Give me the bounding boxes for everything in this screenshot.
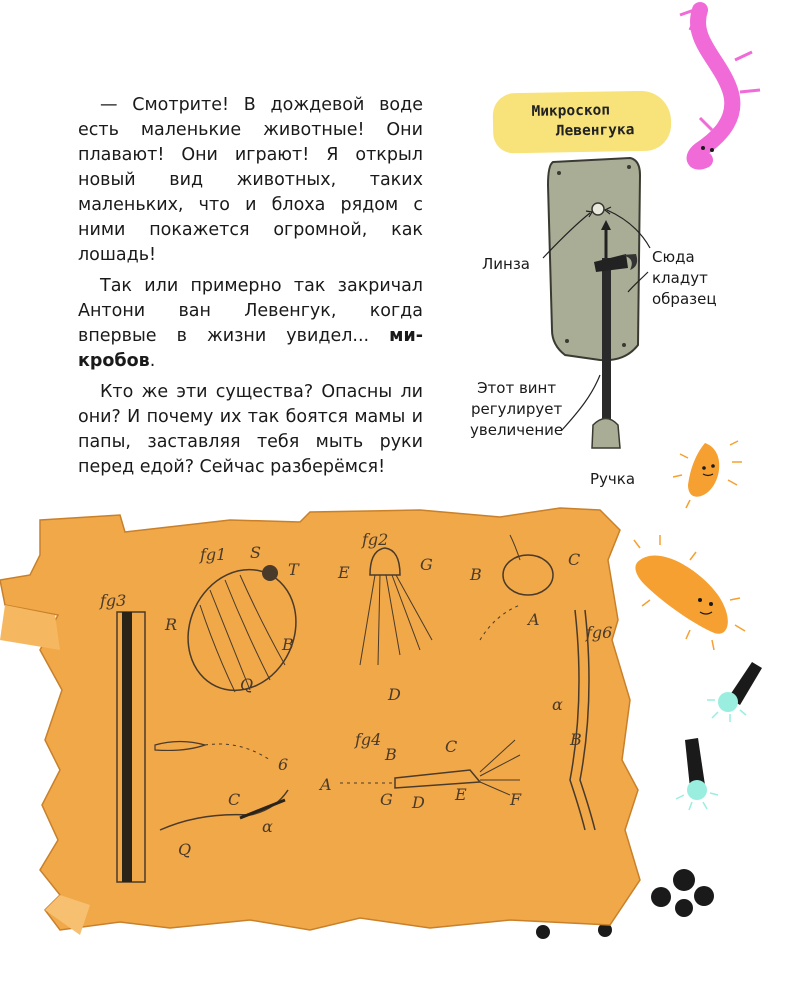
label-screw-line-1: Этот винт: [477, 379, 557, 397]
letter-c-3: C: [445, 737, 458, 756]
story-paragraph-2-text: Так или примерно так закричал Антони ван Левенгук, когда впервые в жизни увидел...: [78, 276, 423, 346]
letter-alpha: α: [262, 817, 273, 836]
letter-s: S: [250, 543, 261, 562]
label-sample: [652, 247, 717, 310]
microbes-bold-word: микробов: [78, 326, 423, 371]
label-sample-line-3: образец: [652, 290, 717, 308]
letter-d-1: D: [388, 685, 401, 704]
fig-6-label: fg6: [586, 623, 613, 642]
fig-1-label: fg1: [200, 545, 227, 564]
story-paragraph-1: — Смотрите! В дождевой воде есть маленькие животные! Они плавают! Они играют! Я открыл новый вид животных, таких маленьких, что и блоха рядом с ними покажется огромной, как лошадь!: [78, 95, 423, 265]
label-screw-line-3: увеличение: [470, 421, 564, 439]
letter-f: F: [510, 790, 522, 809]
letter-e-2: E: [455, 785, 467, 804]
letter-a-1: A: [528, 610, 540, 629]
label-sample-line-1: Сюда: [652, 248, 695, 266]
microscope-title-line-2: Левенгука: [555, 122, 635, 140]
story-paragraph-3: Кто же эти существа? Опасны ли они? И почему их так боятся мамы и папы, заставляя тебя мыть руки перед едой? Сейчас разберёмся!: [78, 382, 423, 477]
black-cyan-germ-1-icon: [707, 662, 762, 722]
letter-q-2: Q: [178, 840, 192, 859]
letter-t: T: [288, 560, 299, 579]
label-lens: Линза: [482, 255, 531, 273]
letter-alpha-2: α: [552, 695, 563, 714]
number-six: 6: [278, 755, 289, 774]
letter-b-1: B: [282, 635, 294, 654]
letter-b-3: B: [385, 745, 397, 764]
letter-g-2: G: [380, 790, 393, 809]
lens-icon: [592, 203, 604, 215]
label-handle: Ручка: [590, 470, 636, 488]
parchment-icon: [0, 508, 640, 935]
letter-c-2: C: [228, 790, 241, 809]
letter-r: R: [165, 615, 178, 634]
label-screw-line-2: регулирует: [470, 400, 563, 418]
label-sample-line-2: кладут: [652, 269, 708, 287]
black-cyan-germ-2-icon: [676, 738, 718, 810]
screw-icon: [602, 258, 611, 423]
fig-2-label: fg2: [362, 530, 389, 549]
letter-g-1: G: [420, 555, 433, 574]
story-paragraph-2-end: .: [149, 351, 156, 371]
letter-q-1: Q: [240, 675, 254, 694]
orange-bacterium-large-icon: [634, 535, 745, 650]
letter-b-2: B: [470, 565, 482, 584]
pink-worm-icon: [680, 8, 760, 162]
letter-d-2: D: [412, 793, 425, 812]
letter-b-4: B: [570, 730, 582, 749]
letter-a-2: A: [320, 775, 332, 794]
microscope-title-line-1: Микроскоп: [531, 102, 611, 120]
label-screw: [470, 378, 563, 441]
handle-icon: [592, 419, 620, 449]
letter-e-1: E: [338, 563, 350, 582]
fig-3-label: fg3: [100, 591, 127, 610]
fig-4-label: fg4: [355, 730, 382, 749]
letter-c-1: C: [568, 550, 581, 569]
orange-bacterium-small-icon: [673, 441, 742, 508]
